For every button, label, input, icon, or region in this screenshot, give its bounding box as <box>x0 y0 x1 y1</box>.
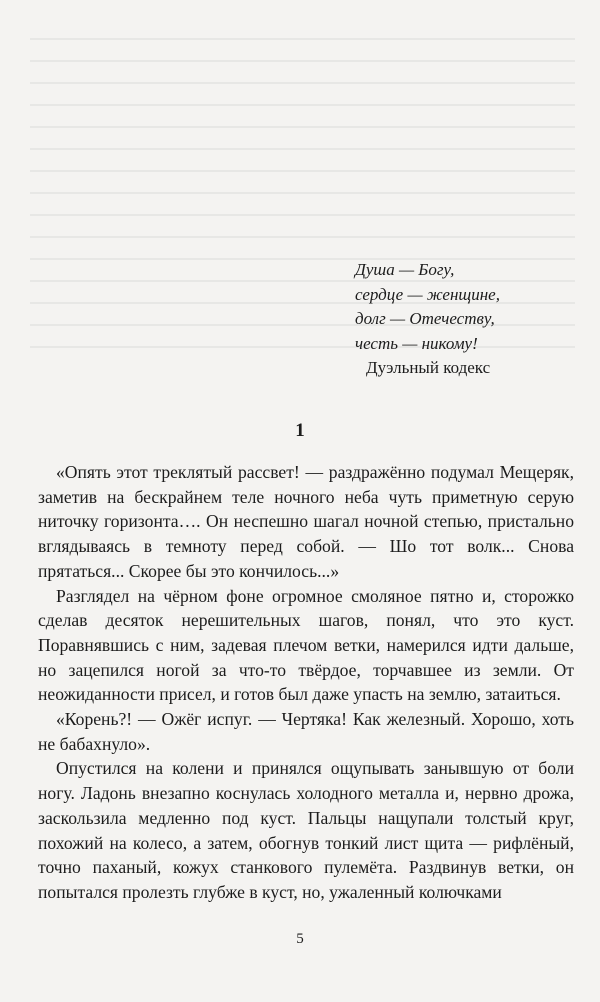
epigraph-line: сердце — женщине, <box>355 284 500 304</box>
paragraph: Разглядел на чёрном фоне огромное смоляное пятно и, сторожко сделав десяток нерешительных шагов, понял, что это куст. Поравнявшись с ним, задевая плечом ветки, намерился идти дальше, но зацепился ногой за что-то твёрдое, торчавшее из земли. От неожиданности присел, и готов был даже упасть на землю, затаиться. <box>38 585 574 705</box>
chapter-body <box>38 460 574 905</box>
epigraph-line: честь — никому! <box>355 333 478 353</box>
epigraph <box>355 258 575 381</box>
paragraph: Опустился на колени и принялся ощупывать занывшую от боли ногу. Ладонь внезапно коснулась холодного металла и, нервно дрожа, заскользила медленно под куст. Пальцы нащупали толстый круг, похожий на колесо, а затем, обогнув тонкий лист щита — рифлёный, точно паханый, кожух станкового пулемёта. Раздвинув ветки, он попытался пролезть глубже в куст, но, ужаленный колючками <box>38 758 574 902</box>
epigraph-line: Душа — Богу, <box>355 260 455 279</box>
paragraph: «Опять этот треклятый рассвет! — раздражённо подумал Мещеряк, заметив на бескрайнем теле ночного неба чуть приметную серую ниточку горизонта…. Он неспешно шагал ночной степью, пристально вглядываясь в темноту перед собой. — Шо тот волк... Снова прятаться... Скорее бы это кончилось...» <box>38 462 574 581</box>
page-number: 5 <box>296 931 304 947</box>
chapter-number: 1 <box>295 420 305 441</box>
paragraph: «Корень?! — Ожёг испуг. — Чертяка! Как железный. Хорошо, хоть не бабахнуло». <box>38 709 574 754</box>
epigraph-line: долг — Отечеству, <box>355 309 495 328</box>
epigraph-source: Дуэльный кодекс <box>366 358 491 377</box>
